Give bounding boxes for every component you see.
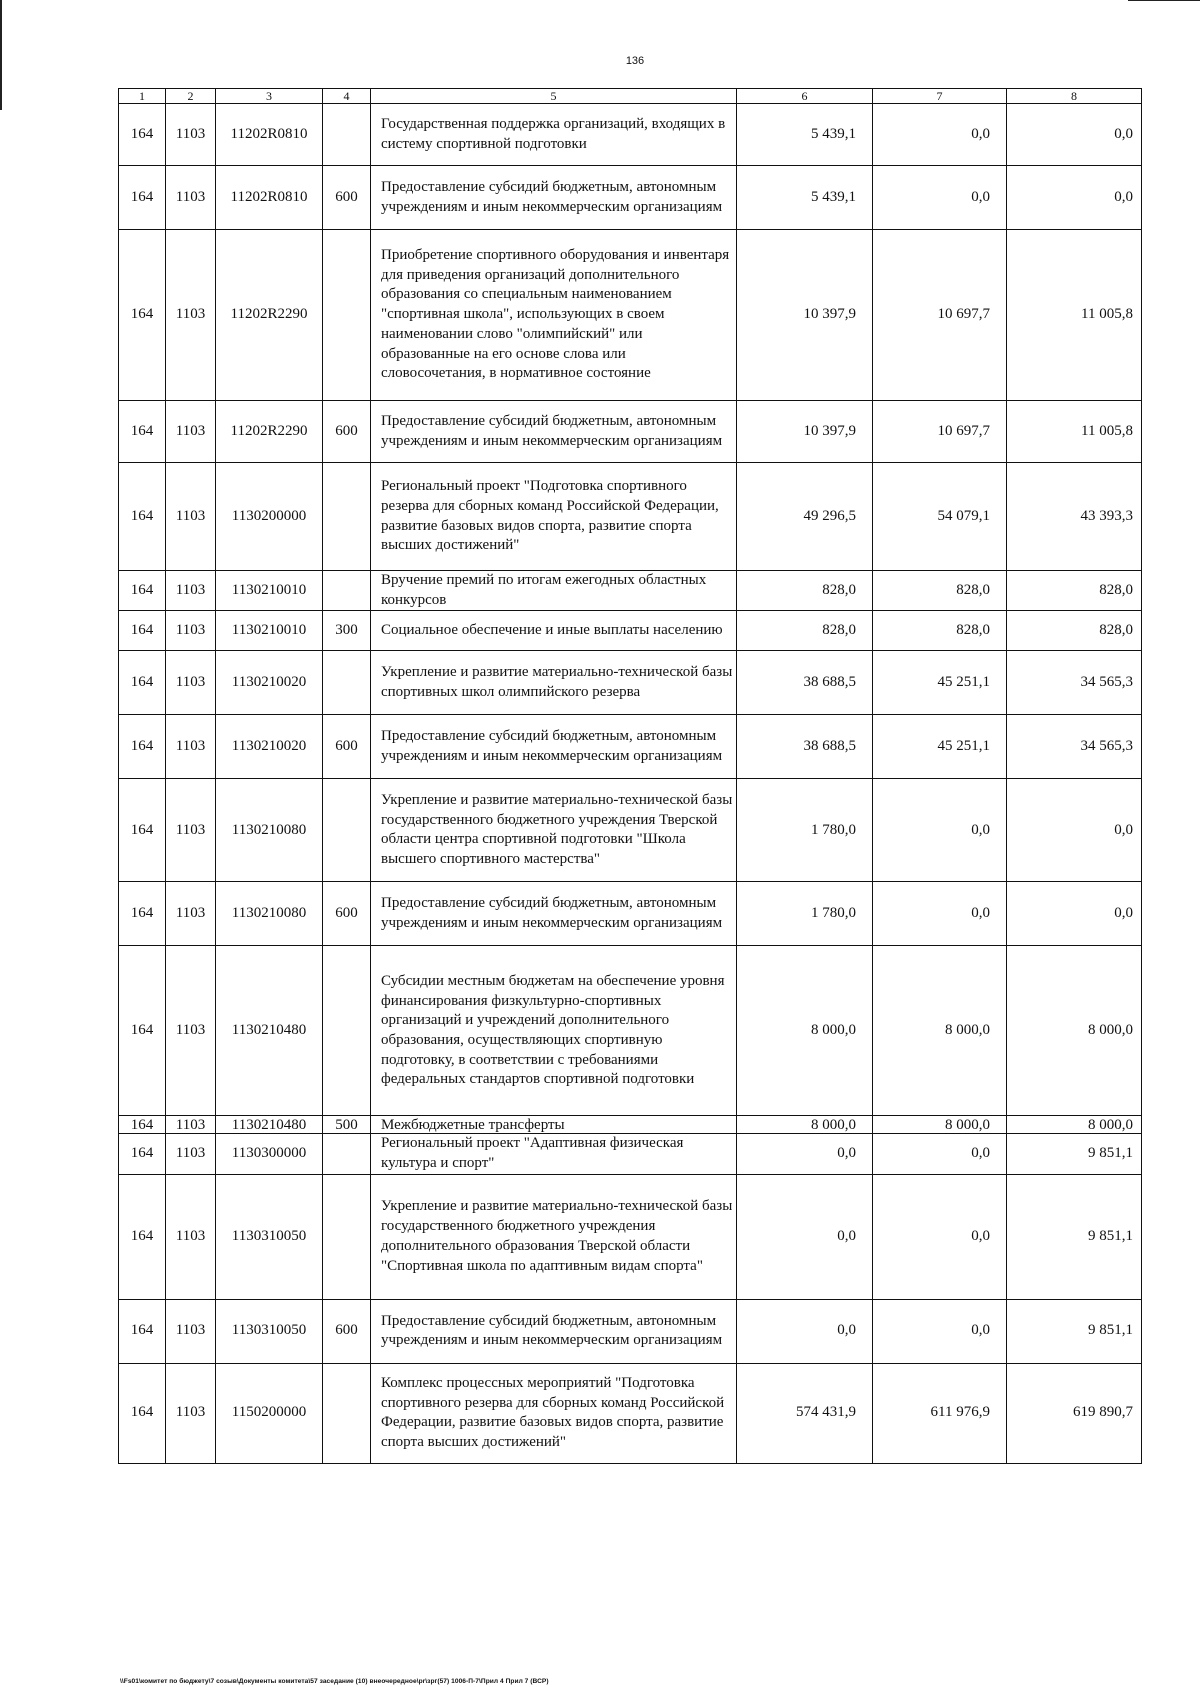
- table-cell-col6: 38 688,5: [737, 651, 873, 715]
- table-row: [119, 779, 1142, 882]
- table-cell-col3: 11202R2290: [216, 401, 323, 463]
- table-cell-col1: 164: [119, 230, 166, 401]
- header-row: [119, 89, 1142, 104]
- table-cell-col6: 0,0: [737, 1134, 873, 1174]
- table-cell-col5: Предоставление субсидий бюджетным, автономным учреждениям и иным некоммерческим организациям: [371, 882, 737, 946]
- table-cell-col2: 1103: [166, 611, 216, 651]
- table-cell-col7: 0,0: [873, 882, 1007, 946]
- table-cell-col1: 164: [119, 715, 166, 779]
- table-cell-col8: 9 851,1: [1007, 1299, 1142, 1363]
- table-cell-col2: 1103: [166, 882, 216, 946]
- table-cell-col1: 164: [119, 779, 166, 882]
- table-cell-col3: 1130300000: [216, 1134, 323, 1174]
- table-cell-col4: [323, 779, 371, 882]
- table-cell-col4: 500: [323, 1116, 371, 1134]
- table-cell-col4: [323, 1363, 371, 1463]
- column-header: 8: [1007, 89, 1142, 104]
- table-cell-col3: 1130210480: [216, 1116, 323, 1134]
- table-cell-col1: 164: [119, 1299, 166, 1363]
- table-cell-col7: 828,0: [873, 611, 1007, 651]
- table-cell-col4: [323, 571, 371, 611]
- table-cell-col4: [323, 463, 371, 571]
- table-row: [119, 1363, 1142, 1463]
- table-cell-col2: 1103: [166, 651, 216, 715]
- table-cell-col5: Социальное обеспечение и иные выплаты населению: [371, 611, 737, 651]
- column-header: 4: [323, 89, 371, 104]
- table-cell-col2: 1103: [166, 463, 216, 571]
- table-cell-col3: 1130210480: [216, 946, 323, 1116]
- table-cell-col2: 1103: [166, 1134, 216, 1174]
- table-cell-col8: 34 565,3: [1007, 651, 1142, 715]
- table-cell-col7: 0,0: [873, 1174, 1007, 1299]
- table-cell-col1: 164: [119, 104, 166, 166]
- table-cell-col1: 164: [119, 1116, 166, 1134]
- table-cell-col3: 1130200000: [216, 463, 323, 571]
- table-cell-col6: 49 296,5: [737, 463, 873, 571]
- table-cell-col2: 1103: [166, 401, 216, 463]
- file-path-footer: \\Fs01\комитет по бюджету\7 созыв\Документы комитета\57 заседание (10) внеочередное\pr\зрг(57) 1006-П-7\Прил 4 Прил 7 (ВСР): [120, 1678, 549, 1685]
- table-cell-col5: Предоставление субсидий бюджетным, автономным учреждениям и иным некоммерческим организациям: [371, 1299, 737, 1363]
- table-cell-col7: 0,0: [873, 1134, 1007, 1174]
- table-cell-col6: 8 000,0: [737, 1116, 873, 1134]
- table-cell-col7: 8 000,0: [873, 946, 1007, 1116]
- table-cell-col7: 8 000,0: [873, 1116, 1007, 1134]
- table-cell-col4: [323, 651, 371, 715]
- table-cell-col3: 1130210080: [216, 882, 323, 946]
- table-cell-col5: Укрепление и развитие материально-технической базы государственного бюджетного учреждения дополнительного образования Тверской области "Спортивная школа по адаптивным видам спорта": [371, 1174, 737, 1299]
- table-row: [119, 611, 1142, 651]
- table-cell-col8: 43 393,3: [1007, 463, 1142, 571]
- table-cell-col4: 600: [323, 401, 371, 463]
- table-cell-col6: 0,0: [737, 1299, 873, 1363]
- table-cell-col6: 10 397,9: [737, 401, 873, 463]
- table-cell-col8: 9 851,1: [1007, 1134, 1142, 1174]
- table-cell-col7: 54 079,1: [873, 463, 1007, 571]
- table-cell-col1: 164: [119, 1174, 166, 1299]
- table-cell-col6: 0,0: [737, 1174, 873, 1299]
- table-cell-col7: 45 251,1: [873, 715, 1007, 779]
- table-cell-col1: 164: [119, 946, 166, 1116]
- table-cell-col2: 1103: [166, 1174, 216, 1299]
- table-row: [119, 401, 1142, 463]
- table-cell-col2: 1103: [166, 715, 216, 779]
- table-cell-col3: 1130210020: [216, 651, 323, 715]
- table-row: [119, 230, 1142, 401]
- column-header: 5: [371, 89, 737, 104]
- table-cell-col7: 45 251,1: [873, 651, 1007, 715]
- table-cell-col8: 828,0: [1007, 571, 1142, 611]
- table-cell-col6: 10 397,9: [737, 230, 873, 401]
- table-cell-col4: 600: [323, 166, 371, 230]
- table-cell-col7: 10 697,7: [873, 230, 1007, 401]
- table-cell-col6: 1 780,0: [737, 882, 873, 946]
- table-cell-col7: 10 697,7: [873, 401, 1007, 463]
- table-cell-col5: Межбюджетные трансферты: [371, 1116, 737, 1134]
- table-cell-col2: 1103: [166, 104, 216, 166]
- table-cell-col5: Субсидии местным бюджетам на обеспечение уровня финансирования физкультурно-спортивных организаций и учреждений дополнительного образования, осуществляющих спортивную подготовку, в соответствии с требованиями федеральных стандартов спортивной подготовки: [371, 946, 737, 1116]
- table-cell-col4: [323, 104, 371, 166]
- table-row: [119, 166, 1142, 230]
- table-cell-col1: 164: [119, 1134, 166, 1174]
- table-cell-col4: [323, 1174, 371, 1299]
- table-cell-col5: Предоставление субсидий бюджетным, автономным учреждениям и иным некоммерческим организациям: [371, 715, 737, 779]
- table-cell-col3: 1130210020: [216, 715, 323, 779]
- table-cell-col8: 0,0: [1007, 104, 1142, 166]
- table-cell-col2: 1103: [166, 1116, 216, 1134]
- table-cell-col4: 600: [323, 882, 371, 946]
- table-cell-col2: 1103: [166, 1299, 216, 1363]
- table-row: [119, 651, 1142, 715]
- table-cell-col4: [323, 1134, 371, 1174]
- table-cell-col8: 0,0: [1007, 882, 1142, 946]
- table-cell-col1: 164: [119, 571, 166, 611]
- table-cell-col5: Государственная поддержка организаций, входящих в систему спортивной подготовки: [371, 104, 737, 166]
- table-row: [119, 715, 1142, 779]
- column-header: 2: [166, 89, 216, 104]
- page-number: 136: [625, 55, 645, 67]
- table-cell-col4: [323, 230, 371, 401]
- table-cell-col2: 1103: [166, 230, 216, 401]
- table-cell-col5: Предоставление субсидий бюджетным, автономным учреждениям и иным некоммерческим организациям: [371, 401, 737, 463]
- table-cell-col7: 828,0: [873, 571, 1007, 611]
- table-cell-col8: 8 000,0: [1007, 1116, 1142, 1134]
- table-row: [119, 946, 1142, 1116]
- table-cell-col1: 164: [119, 1363, 166, 1463]
- table-cell-col1: 164: [119, 166, 166, 230]
- table-row: [119, 571, 1142, 611]
- table-cell-col2: 1103: [166, 946, 216, 1116]
- table-cell-col5: Региональный проект "Адаптивная физическая культура и спорт": [371, 1134, 737, 1174]
- column-header: 1: [119, 89, 166, 104]
- table-cell-col8: 619 890,7: [1007, 1363, 1142, 1463]
- table-cell-col2: 1103: [166, 166, 216, 230]
- table-cell-col1: 164: [119, 651, 166, 715]
- table-cell-col3: 11202R2290: [216, 230, 323, 401]
- table-cell-col2: 1103: [166, 571, 216, 611]
- table-cell-col8: 11 005,8: [1007, 230, 1142, 401]
- table-row: [119, 463, 1142, 571]
- table-cell-col8: 0,0: [1007, 166, 1142, 230]
- table-cell-col7: 0,0: [873, 779, 1007, 882]
- table-cell-col5: Предоставление субсидий бюджетным, автономным учреждениям и иным некоммерческим организациям: [371, 166, 737, 230]
- table-cell-col3: 1130310050: [216, 1299, 323, 1363]
- table-cell-col3: 1130210080: [216, 779, 323, 882]
- table-cell-col6: 8 000,0: [737, 946, 873, 1116]
- table-cell-col6: 828,0: [737, 611, 873, 651]
- table-cell-col2: 1103: [166, 779, 216, 882]
- table-cell-col8: 0,0: [1007, 779, 1142, 882]
- table-cell-col7: 0,0: [873, 1299, 1007, 1363]
- table-cell-col6: 5 439,1: [737, 166, 873, 230]
- table-row: [119, 104, 1142, 166]
- table-row: [119, 882, 1142, 946]
- column-header: 6: [737, 89, 873, 104]
- table-cell-col6: 828,0: [737, 571, 873, 611]
- table-cell-col8: 34 565,3: [1007, 715, 1142, 779]
- table-cell-col7: 611 976,9: [873, 1363, 1007, 1463]
- table-cell-col7: 0,0: [873, 166, 1007, 230]
- table-cell-col3: 11202R0810: [216, 104, 323, 166]
- column-header: 3: [216, 89, 323, 104]
- table-cell-col5: Региональный проект "Подготовка спортивного резерва для сборных команд Российской Федерации, развитие базовых видов спорта, развитие спорта высших достижений": [371, 463, 737, 571]
- table-cell-col3: 1130210010: [216, 571, 323, 611]
- table-cell-col5: Приобретение спортивного оборудования и инвентаря для приведения организаций дополнительного образования со специальным наименованием "спортивная школа", использующих в своем наименовании слово "олимпийский" или образованные на его основе слова или словосочетания, в нормативное состояние: [371, 230, 737, 401]
- table-cell-col6: 38 688,5: [737, 715, 873, 779]
- table-cell-col4: 600: [323, 1299, 371, 1363]
- table-cell-col6: 574 431,9: [737, 1363, 873, 1463]
- table-cell-col5: Укрепление и развитие материально-технической базы спортивных школ олимпийского резерва: [371, 651, 737, 715]
- table-cell-col6: 1 780,0: [737, 779, 873, 882]
- table-row: [119, 1174, 1142, 1299]
- table-cell-col3: 1130310050: [216, 1174, 323, 1299]
- table-cell-col7: 0,0: [873, 104, 1007, 166]
- table-row: [119, 1116, 1142, 1134]
- table-cell-col3: 1130210010: [216, 611, 323, 651]
- table-cell-col4: [323, 946, 371, 1116]
- budget-table: [118, 88, 1142, 1464]
- table-cell-col8: 8 000,0: [1007, 946, 1142, 1116]
- table-cell-col5: Укрепление и развитие материально-технической базы государственного бюджетного учреждения Тверской области центра спортивной подготовки "Школа высшего спортивного мастерства": [371, 779, 737, 882]
- table-cell-col1: 164: [119, 611, 166, 651]
- table-cell-col8: 9 851,1: [1007, 1174, 1142, 1299]
- table-cell-col3: 11202R0810: [216, 166, 323, 230]
- table-cell-col8: 828,0: [1007, 611, 1142, 651]
- table-cell-col5: Вручение премий по итогам ежегодных областных конкурсов: [371, 571, 737, 611]
- table-cell-col3: 1150200000: [216, 1363, 323, 1463]
- table-cell-col2: 1103: [166, 1363, 216, 1463]
- table-cell-col4: 600: [323, 715, 371, 779]
- table-cell-col1: 164: [119, 882, 166, 946]
- scan-edge-right: [1128, 0, 1200, 1]
- table-cell-col1: 164: [119, 401, 166, 463]
- table-cell-col1: 164: [119, 463, 166, 571]
- table-cell-col4: 300: [323, 611, 371, 651]
- column-header: 7: [873, 89, 1007, 104]
- table-row: [119, 1134, 1142, 1174]
- table-cell-col5: Комплекс процессных мероприятий "Подготовка спортивного резерва для сборных команд Российской Федерации, развитие базовых видов спорта, развитие спорта высших достижений": [371, 1363, 737, 1463]
- table-cell-col8: 11 005,8: [1007, 401, 1142, 463]
- table-cell-col6: 5 439,1: [737, 104, 873, 166]
- table-row: [119, 1299, 1142, 1363]
